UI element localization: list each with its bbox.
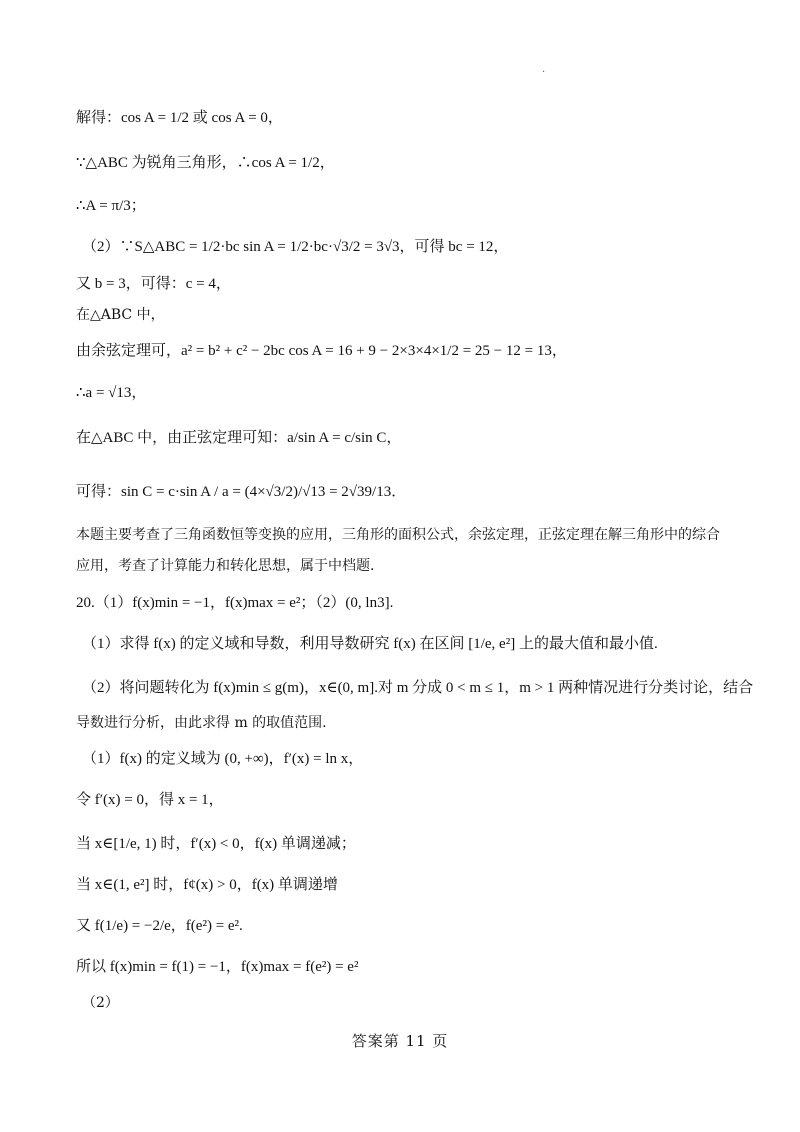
text-line: 应用，考查了计算能力和转化思想，属于中档题. <box>76 558 375 574</box>
text-line: ∴a = √13， <box>76 385 147 401</box>
text-line: 本题主要考查了三角函数恒等变换的应用，三角形的面积公式，余弦定理，正弦定理在解三角形中的综合 <box>76 527 720 543</box>
text-line: 在△ABC 中， <box>76 307 165 323</box>
answer-heading: 20.（1）f(x)min = −1，f(x)max = e²；（2）(0, ln3]. <box>76 595 394 611</box>
text-line: （2）将问题转化为 f(x)min ≤ g(m)，x∈(0, m].对 m 分成 0 < m ≤ 1，m > 1 两种情况进行分类讨论，结合 <box>82 680 754 696</box>
text-line: （2） <box>82 995 119 1011</box>
text-line: 当 x∈[1/e, 1) 时，f′(x) < 0，f(x) 单调递减； <box>76 836 356 852</box>
text-line: ∵△ABC 为锐角三角形，∴cos A = 1/2， <box>76 155 335 171</box>
text-line: 可得：sin C = c·sin A / a = (4×√3/2)/√13 = 2√39/13． <box>76 484 407 500</box>
text-line: 又 f(1/e) = −2/e，f(e²) = e². <box>76 918 243 934</box>
page-footer: 答案第 11 页 <box>351 1032 449 1050</box>
text-line: 所以 f(x)min = f(1) = −1，f(x)max = f(e²) = e² <box>76 959 359 975</box>
text-line: 当 x∈(1, e²] 时，f¢(x) > 0，f(x) 单调递增 <box>76 877 338 893</box>
text-line: （2）∵S△ABC = 1/2·bc sin A = 1/2·bc·√3/2 = 3√3，可得 bc = 12， <box>82 239 509 255</box>
stray-dot: . <box>542 64 546 75</box>
text-line: 在△ABC 中，由正弦定理可知：a/sin A = c/sin C， <box>76 430 402 446</box>
text-line: 令 f′(x) = 0，得 x = 1， <box>76 792 224 808</box>
text-line: （1）f(x) 的定义域为 (0, +∞)，f′(x) = ln x， <box>82 751 364 767</box>
text-line: 解得：cos A = 1/2 或 cos A = 0， <box>76 110 283 126</box>
text-line: 由余弦定理可，a² = b² + c² − 2bc cos A = 16 + 9 − 2×3×4×1/2 = 25 − 12 = 13， <box>76 343 567 359</box>
text-line: （1）求得 f(x) 的定义域和导数，利用导数研究 f(x) 在区间 [1/e, e²] 上的最大值和最小值. <box>82 636 658 652</box>
text-line: 又 b = 3，可得：c = 4， <box>76 276 231 292</box>
text-line: 导数进行分析，由此求得 m 的取值范围. <box>76 715 327 731</box>
text-line: ∴A = π/3； <box>76 198 146 214</box>
